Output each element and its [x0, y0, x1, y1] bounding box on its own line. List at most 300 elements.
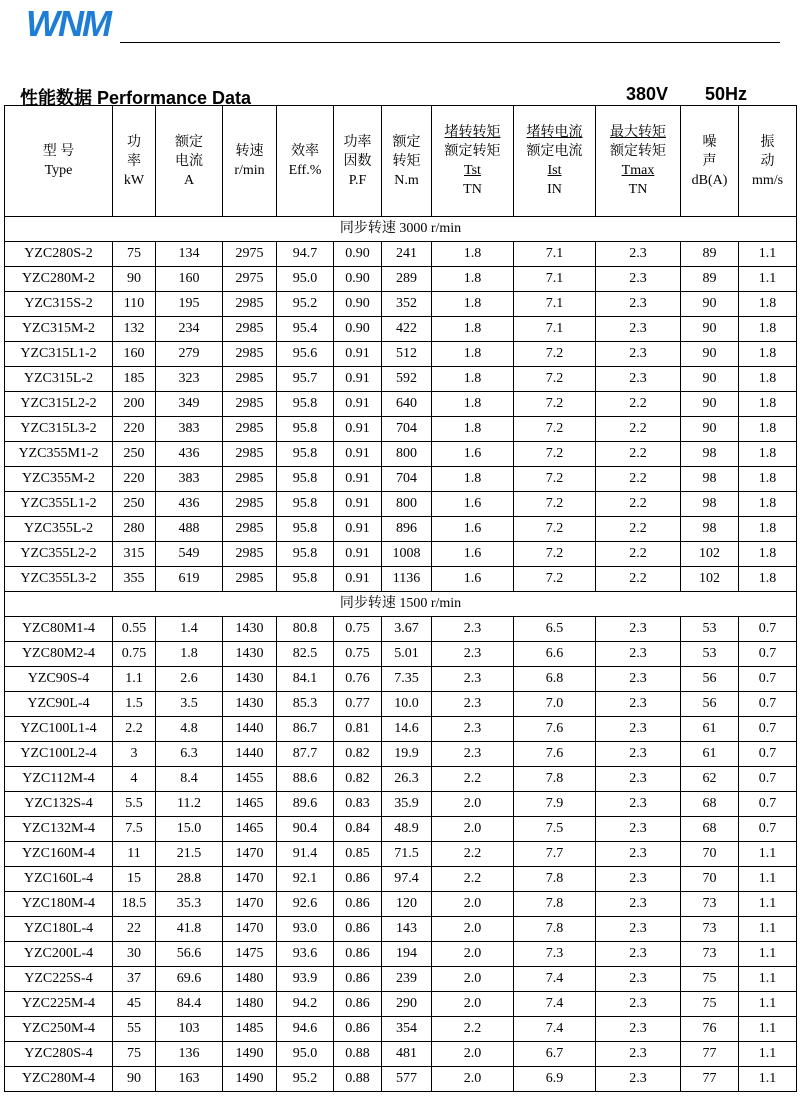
value-cell: 7.4 — [514, 967, 596, 992]
header-current-l2: 电流 — [175, 153, 203, 169]
value-cell: 195 — [156, 292, 223, 317]
value-cell: 8.4 — [156, 767, 223, 792]
table-row — [5, 267, 797, 292]
value-cell: 1.8 — [739, 567, 797, 592]
value-cell: 22 — [113, 917, 156, 942]
value-cell: 56.6 — [156, 942, 223, 967]
header-ist-den: IN — [547, 182, 562, 197]
value-cell: 3.67 — [382, 617, 432, 642]
table-row — [5, 992, 797, 1017]
value-cell: 0.88 — [334, 1042, 382, 1067]
value-cell: 95.2 — [277, 292, 334, 317]
value-cell: 1465 — [223, 792, 277, 817]
value-cell: 1.1 — [739, 242, 797, 267]
value-cell: 19.9 — [382, 742, 432, 767]
value-cell: 1.1 — [739, 1017, 797, 1042]
value-cell: 7.9 — [514, 792, 596, 817]
value-cell: 87.7 — [277, 742, 334, 767]
value-cell: 0.7 — [739, 667, 797, 692]
value-cell: 1490 — [223, 1067, 277, 1092]
value-cell: 2.3 — [596, 817, 681, 842]
value-cell: 1.8 — [432, 392, 514, 417]
value-cell: 95.8 — [277, 492, 334, 517]
value-cell: 73 — [681, 942, 739, 967]
value-cell: 1.8 — [432, 467, 514, 492]
value-cell: 488 — [156, 517, 223, 542]
value-cell: 95.2 — [277, 1067, 334, 1092]
value-cell: 7.1 — [514, 292, 596, 317]
value-cell: 323 — [156, 367, 223, 392]
value-cell: 0.90 — [334, 242, 382, 267]
value-cell: 0.91 — [334, 367, 382, 392]
value-cell: 349 — [156, 392, 223, 417]
value-cell: 3.5 — [156, 692, 223, 717]
value-cell: 1.1 — [739, 917, 797, 942]
value-cell: 2.2 — [596, 417, 681, 442]
value-cell: 90 — [681, 292, 739, 317]
value-cell: 0.7 — [739, 767, 797, 792]
header-current-unit: A — [183, 172, 195, 188]
value-cell: 7.2 — [514, 567, 596, 592]
value-cell: 2.3 — [596, 642, 681, 667]
value-cell: 1.1 — [113, 667, 156, 692]
value-cell: 1455 — [223, 767, 277, 792]
value-cell: 2.3 — [596, 917, 681, 942]
model-cell: YZC355M1-2 — [5, 442, 113, 467]
model-cell: YZC280S-4 — [5, 1042, 113, 1067]
header-noise-unit: dB(A) — [691, 172, 728, 188]
value-cell: 0.75 — [334, 617, 382, 642]
value-cell: 704 — [382, 417, 432, 442]
table-row — [5, 717, 797, 742]
value-cell: 2.3 — [596, 617, 681, 642]
value-cell: 1.8 — [432, 292, 514, 317]
frequency-label: 50Hz — [705, 84, 748, 104]
value-cell: 2.2 — [432, 767, 514, 792]
value-cell: 352 — [382, 292, 432, 317]
model-cell: YZC90S-4 — [5, 667, 113, 692]
header-noise-l1: 噪 — [702, 134, 717, 150]
header-type-en: Type — [44, 163, 73, 178]
value-cell: 97.4 — [382, 867, 432, 892]
value-cell: 26.3 — [382, 767, 432, 792]
value-cell: 1.1 — [739, 992, 797, 1017]
value-cell: 2.3 — [596, 792, 681, 817]
value-cell: 70 — [681, 842, 739, 867]
value-cell: 2.3 — [596, 967, 681, 992]
value-cell: 640 — [382, 392, 432, 417]
header-speed-l1: 转速 — [235, 144, 264, 159]
value-cell: 2.0 — [432, 942, 514, 967]
value-cell: 436 — [156, 442, 223, 467]
value-cell: 53 — [681, 617, 739, 642]
value-cell: 0.91 — [334, 417, 382, 442]
value-cell: 6.7 — [514, 1042, 596, 1067]
value-cell: 1.8 — [156, 642, 223, 667]
value-cell: 1470 — [223, 867, 277, 892]
value-cell: 4.8 — [156, 717, 223, 742]
value-cell: 0.86 — [334, 967, 382, 992]
value-cell: 75 — [113, 1042, 156, 1067]
value-cell: 0.90 — [334, 292, 382, 317]
table-row — [5, 317, 797, 342]
value-cell: 2.3 — [432, 617, 514, 642]
header-eff-l1: 效率 — [291, 144, 319, 159]
value-cell: 1.8 — [432, 367, 514, 392]
value-cell: 61 — [681, 717, 739, 742]
value-cell: 94.7 — [277, 242, 334, 267]
value-cell: 1475 — [223, 942, 277, 967]
value-cell: 2975 — [223, 267, 277, 292]
value-cell: 73 — [681, 892, 739, 917]
value-cell: 2.3 — [596, 1042, 681, 1067]
value-cell: 7.1 — [514, 317, 596, 342]
table-row — [5, 942, 797, 967]
model-cell: YZC100L1-4 — [5, 717, 113, 742]
value-cell: 0.75 — [113, 642, 156, 667]
value-cell: 2.3 — [432, 692, 514, 717]
value-cell: 1.8 — [432, 342, 514, 367]
value-cell: 2.3 — [596, 342, 681, 367]
header-vib-l2: 动 — [760, 153, 775, 169]
page-title: 性能数据 Performance Data — [20, 88, 252, 108]
value-cell: 2.3 — [596, 717, 681, 742]
value-cell: 2975 — [223, 242, 277, 267]
value-cell: 0.7 — [739, 717, 797, 742]
value-cell: 2.3 — [596, 667, 681, 692]
value-cell: 90 — [113, 267, 156, 292]
value-cell: 11 — [113, 842, 156, 867]
value-cell: 239 — [382, 967, 432, 992]
value-cell: 2.3 — [596, 942, 681, 967]
value-cell: 1480 — [223, 967, 277, 992]
value-cell: 290 — [382, 992, 432, 1017]
value-cell: 800 — [382, 492, 432, 517]
section-header-row — [5, 592, 797, 617]
value-cell: 1.8 — [739, 442, 797, 467]
value-cell: 1.8 — [739, 517, 797, 542]
header-pf-l2: 因数 — [343, 153, 372, 169]
header-tmax-den: TN — [628, 182, 648, 197]
header-eff-unit: Eff.% — [288, 163, 322, 178]
value-cell: 93.6 — [277, 942, 334, 967]
value-cell: 0.81 — [334, 717, 382, 742]
value-cell: 1.8 — [739, 542, 797, 567]
value-cell: 1430 — [223, 642, 277, 667]
value-cell: 98 — [681, 467, 739, 492]
header-power-unit: kW — [123, 172, 145, 188]
value-cell: 481 — [382, 1042, 432, 1067]
model-cell: YZC132M-4 — [5, 817, 113, 842]
value-cell: 1.1 — [739, 867, 797, 892]
value-cell: 2.3 — [432, 667, 514, 692]
table-row — [5, 667, 797, 692]
voltage-label: 380V — [626, 84, 669, 104]
value-cell: 2.0 — [432, 992, 514, 1017]
value-cell: 85.3 — [277, 692, 334, 717]
value-cell: 7.4 — [514, 992, 596, 1017]
header-tst-num: Tst — [464, 163, 481, 178]
value-cell: 2985 — [223, 367, 277, 392]
value-cell: 7.0 — [514, 692, 596, 717]
value-cell: 6.9 — [514, 1067, 596, 1092]
value-cell: 241 — [382, 242, 432, 267]
value-cell: 0.55 — [113, 617, 156, 642]
model-cell: YZC80M1-4 — [5, 617, 113, 642]
value-cell: 0.91 — [334, 392, 382, 417]
value-cell: 0.75 — [334, 642, 382, 667]
header-noise — [681, 106, 739, 217]
value-cell: 1.8 — [739, 292, 797, 317]
table-row — [5, 292, 797, 317]
value-cell: 136 — [156, 1042, 223, 1067]
value-cell: 1.8 — [432, 317, 514, 342]
value-cell: 0.91 — [334, 542, 382, 567]
model-cell: YZC315L3-2 — [5, 417, 113, 442]
value-cell: 1430 — [223, 692, 277, 717]
value-cell: 3 — [113, 742, 156, 767]
table-row — [5, 967, 797, 992]
value-cell: 2.0 — [432, 1042, 514, 1067]
header-tst-l2: 额定转矩 — [444, 144, 501, 159]
value-cell: 102 — [681, 542, 739, 567]
value-cell: 2985 — [223, 392, 277, 417]
value-cell: 7.6 — [514, 717, 596, 742]
value-cell: 1470 — [223, 917, 277, 942]
value-cell: 95.0 — [277, 267, 334, 292]
header-ist-l1: 堵转电流 — [526, 125, 583, 140]
value-cell: 102 — [681, 567, 739, 592]
header-rule — [120, 42, 780, 43]
value-cell: 18.5 — [113, 892, 156, 917]
value-cell: 1485 — [223, 1017, 277, 1042]
value-cell: 69.6 — [156, 967, 223, 992]
model-cell: YZC160L-4 — [5, 867, 113, 892]
value-cell: 1470 — [223, 842, 277, 867]
value-cell: 0.7 — [739, 817, 797, 842]
value-cell: 35.9 — [382, 792, 432, 817]
value-cell: 0.91 — [334, 492, 382, 517]
value-cell: 0.76 — [334, 667, 382, 692]
value-cell: 2.3 — [596, 867, 681, 892]
value-cell: 2.0 — [432, 967, 514, 992]
header-ist — [514, 106, 596, 217]
value-cell: 0.7 — [739, 692, 797, 717]
table-row — [5, 842, 797, 867]
table-header-row — [5, 106, 797, 217]
model-cell: YZC355L1-2 — [5, 492, 113, 517]
header-tst-den: TN — [463, 182, 482, 197]
value-cell: 30 — [113, 942, 156, 967]
value-cell: 90 — [681, 342, 739, 367]
value-cell: 2.2 — [432, 1017, 514, 1042]
value-cell: 93.9 — [277, 967, 334, 992]
value-cell: 95.8 — [277, 567, 334, 592]
value-cell: 0.77 — [334, 692, 382, 717]
table-row — [5, 517, 797, 542]
header-power-l2: 率 — [127, 153, 141, 169]
model-cell: YZC180M-4 — [5, 892, 113, 917]
table-row — [5, 342, 797, 367]
value-cell: 10.0 — [382, 692, 432, 717]
value-cell: 1.8 — [432, 267, 514, 292]
header-ist-l2: 额定电流 — [526, 144, 583, 159]
table-row — [5, 817, 797, 842]
table-row — [5, 617, 797, 642]
table-body — [5, 217, 797, 1092]
value-cell: 577 — [382, 1067, 432, 1092]
value-cell: 0.86 — [334, 917, 382, 942]
value-cell: 0.7 — [739, 742, 797, 767]
value-cell: 1490 — [223, 1042, 277, 1067]
table-row — [5, 567, 797, 592]
value-cell: 0.84 — [334, 817, 382, 842]
value-cell: 800 — [382, 442, 432, 467]
value-cell: 279 — [156, 342, 223, 367]
value-cell: 185 — [113, 367, 156, 392]
value-cell: 7.8 — [514, 867, 596, 892]
value-cell: 1136 — [382, 567, 432, 592]
value-cell: 2985 — [223, 467, 277, 492]
value-cell: 95.8 — [277, 542, 334, 567]
value-cell: 0.91 — [334, 342, 382, 367]
value-cell: 95.8 — [277, 442, 334, 467]
value-cell: 2.2 — [596, 517, 681, 542]
model-cell: YZC160M-4 — [5, 842, 113, 867]
value-cell: 120 — [382, 892, 432, 917]
value-cell: 0.86 — [334, 992, 382, 1017]
value-cell: 2985 — [223, 292, 277, 317]
value-cell: 2.3 — [596, 742, 681, 767]
value-cell: 14.6 — [382, 717, 432, 742]
value-cell: 1.8 — [739, 467, 797, 492]
value-cell: 1.8 — [739, 492, 797, 517]
value-cell: 1.1 — [739, 892, 797, 917]
model-cell: YZC315L1-2 — [5, 342, 113, 367]
value-cell: 1465 — [223, 817, 277, 842]
value-cell: 2.0 — [432, 817, 514, 842]
value-cell: 2.3 — [596, 317, 681, 342]
header-tmax-l1: 最大转矩 — [610, 125, 666, 140]
value-cell: 7.1 — [514, 267, 596, 292]
value-cell: 48.9 — [382, 817, 432, 842]
value-cell: 896 — [382, 517, 432, 542]
value-cell: 1470 — [223, 892, 277, 917]
value-cell: 2.3 — [596, 267, 681, 292]
value-cell: 1.8 — [739, 392, 797, 417]
value-cell: 89 — [681, 242, 739, 267]
value-cell: 37 — [113, 967, 156, 992]
performance-table — [4, 105, 797, 1092]
value-cell: 7.2 — [514, 367, 596, 392]
value-cell: 91.4 — [277, 842, 334, 867]
value-cell: 592 — [382, 367, 432, 392]
value-cell: 436 — [156, 492, 223, 517]
value-cell: 5.01 — [382, 642, 432, 667]
value-cell: 93.0 — [277, 917, 334, 942]
table-row — [5, 417, 797, 442]
value-cell: 98 — [681, 492, 739, 517]
value-cell: 0.86 — [334, 892, 382, 917]
model-cell: YZC315S-2 — [5, 292, 113, 317]
table-row — [5, 892, 797, 917]
table-row — [5, 392, 797, 417]
value-cell: 90 — [681, 317, 739, 342]
value-cell: 2.2 — [596, 442, 681, 467]
section-header-row — [5, 217, 797, 242]
table-row — [5, 767, 797, 792]
value-cell: 55 — [113, 1017, 156, 1042]
value-cell: 7.2 — [514, 542, 596, 567]
value-cell: 41.8 — [156, 917, 223, 942]
value-cell: 28.8 — [156, 867, 223, 892]
model-cell: YZC112M-4 — [5, 767, 113, 792]
value-cell: 95.7 — [277, 367, 334, 392]
value-cell: 95.4 — [277, 317, 334, 342]
value-cell: 82.5 — [277, 642, 334, 667]
model-cell: YZC315L-2 — [5, 367, 113, 392]
value-cell: 103 — [156, 1017, 223, 1042]
model-cell: YZC180L-4 — [5, 917, 113, 942]
value-cell: 0.85 — [334, 842, 382, 867]
value-cell: 7.8 — [514, 917, 596, 942]
value-cell: 95.6 — [277, 342, 334, 367]
value-cell: 2.3 — [596, 1017, 681, 1042]
header-type — [5, 106, 113, 217]
table-row — [5, 642, 797, 667]
value-cell: 0.7 — [739, 617, 797, 642]
value-cell: 92.6 — [277, 892, 334, 917]
value-cell: 619 — [156, 567, 223, 592]
value-cell: 77 — [681, 1067, 739, 1092]
value-cell: 2.3 — [596, 842, 681, 867]
table-row — [5, 867, 797, 892]
value-cell: 95.8 — [277, 392, 334, 417]
value-cell: 2.0 — [432, 1067, 514, 1092]
header-power — [113, 106, 156, 217]
logo-text: WNM — [26, 6, 110, 42]
value-cell: 95.8 — [277, 417, 334, 442]
value-cell: 2.3 — [432, 742, 514, 767]
table-row — [5, 467, 797, 492]
value-cell: 88.6 — [277, 767, 334, 792]
value-cell: 7.35 — [382, 667, 432, 692]
value-cell: 89 — [681, 267, 739, 292]
value-cell: 383 — [156, 467, 223, 492]
value-cell: 0.86 — [334, 942, 382, 967]
value-cell: 98 — [681, 517, 739, 542]
value-cell: 6.8 — [514, 667, 596, 692]
value-cell: 90 — [681, 367, 739, 392]
value-cell: 1.1 — [739, 1042, 797, 1067]
value-cell: 160 — [113, 342, 156, 367]
value-cell: 2.2 — [432, 842, 514, 867]
model-cell: YZC355M-2 — [5, 467, 113, 492]
value-cell: 1.8 — [739, 342, 797, 367]
table-row — [5, 442, 797, 467]
value-cell: 11.2 — [156, 792, 223, 817]
value-cell: 75 — [681, 992, 739, 1017]
value-cell: 1.6 — [432, 442, 514, 467]
value-cell: 15.0 — [156, 817, 223, 842]
table-row — [5, 1042, 797, 1067]
value-cell: 7.2 — [514, 467, 596, 492]
value-cell: 280 — [113, 517, 156, 542]
value-cell: 2985 — [223, 567, 277, 592]
header-tmax-num: Tmax — [621, 163, 655, 178]
value-cell: 89.6 — [277, 792, 334, 817]
value-cell: 7.4 — [514, 1017, 596, 1042]
